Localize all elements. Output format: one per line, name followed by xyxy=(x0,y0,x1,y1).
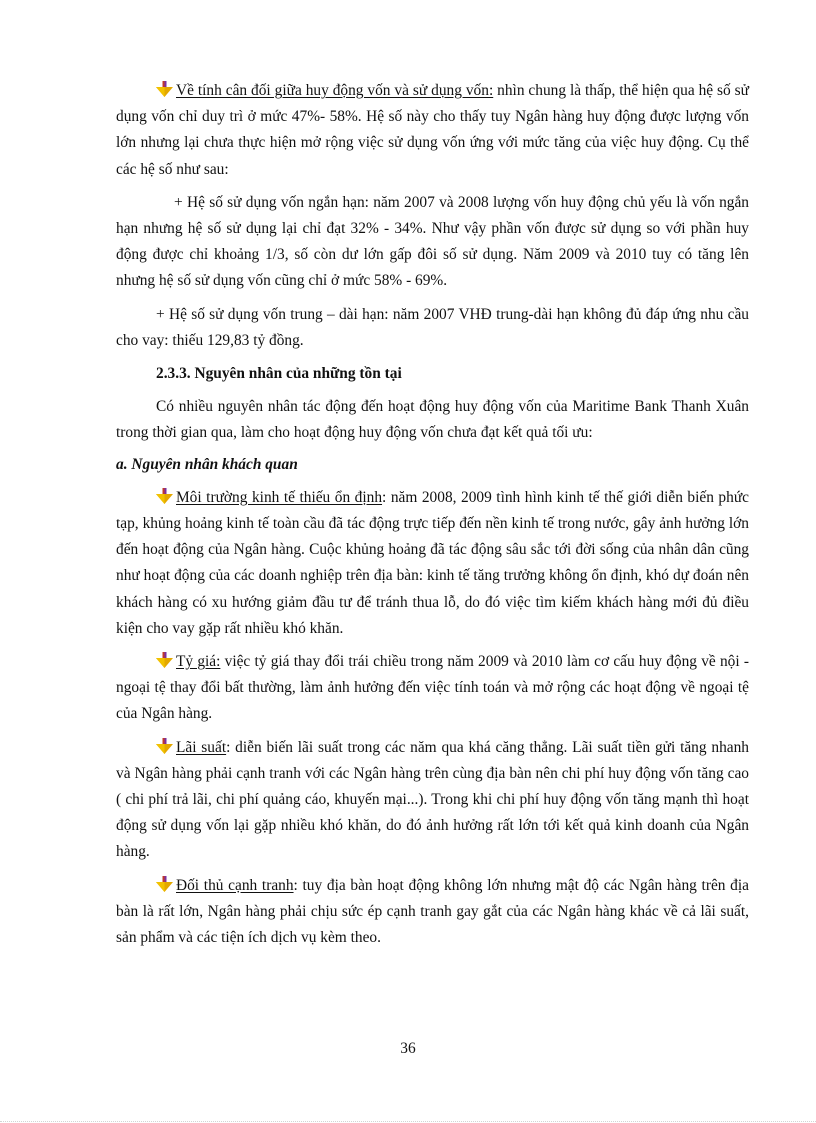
paragraph-lead: Lãi suất xyxy=(176,738,227,756)
paragraph-short-term-ratio: + Hệ số sử dụng vốn ngắn hạn: năm 2007 và 2008 lượng vốn huy động chủ yếu là vốn ngắn hạn nhưng hệ số sử dụng lại chỉ đạt 32% - 34%. Như vậy phần vốn được sử dụng so với phần huy động được chỉ khoảng 1/3, số còn dư lớn gấp đôi số sử dụng. Năm 2009 và 2010 tuy có tăng lên nhưng hệ số sử dụng vốn cũng chỉ ở mức 58% - 69%. xyxy=(116,193,749,290)
paragraph-text: : diễn biến lãi suất trong các năm qua khá căng thẳng. Lãi suất tiền gửi tăng nhanh và Ngân hàng phải cạnh tranh với các Ngân hàng trên cùng địa bàn nên chi phí huy động vốn tăng cao ( chi phí trả lãi, chi phí quảng cáo, khuyến mại...). Trong khi chi phí huy động vốn tăng mạnh thì hoạt động sử dụng vốn lại gặp nhiều khó khăn, do đó ảnh hưởng rất lớn tới kết quả kinh doanh của Ngân hàng. xyxy=(116,738,749,861)
subheading-objective-causes: a. Nguyên nhân khách quan xyxy=(116,455,298,473)
paragraph-lead: Đối thủ cạnh tranh xyxy=(176,876,294,894)
paragraph-medium-long-term-ratio: + Hệ số sử dụng vốn trung – dài hạn: năm 2007 VHĐ trung-dài hạn không đủ đáp ứng nhu cầu cho vay: thiếu 129,83 tỷ đồng. xyxy=(116,305,749,349)
paragraph-text: nhìn chung là thấp, thể hiện qua hệ số sử dụng vốn chỉ duy trì ở mức 47%- 58%. Hệ số này cho thấy tuy Ngân hàng huy động được lượng vốn lớn nhưng lại chưa thực hiện mở rộng việc sử dụng vốn ứng với mức tăng của việc huy động. Cụ thể các hệ số như sau: xyxy=(116,82,749,178)
paragraph-exchange-rate xyxy=(116,649,749,728)
yellow-down-arrow-bullet-icon xyxy=(156,652,173,668)
paragraph-causes-intro: Có nhiều nguyên nhân tác động đến hoạt động huy động vốn của Maritime Bank Thanh Xuân trong thời gian qua, làm cho hoạt động huy động vốn chưa đạt kết quả tối ưu: xyxy=(116,398,749,442)
paragraph-text: : năm 2008, 2009 tình hình kinh tế thế giới diễn biến phức tạp, khủng hoảng kinh tế toàn cầu đã tác động trực tiếp đến nền kinh tế trong nước, gây ảnh hưởng lớn đến hoạt động của Ngân hàng. Cuộc khủng hoảng đã tác động sâu sắc tới đời sống của nhân dân cũng như hoạt động của các doanh nghiệp trên địa bàn: kinh tế tăng trưởng không ổn định, khó dự đoán nên khách hàng có xu hướng giảm đầu tư để tránh thua lỗ, do đó việc tìm kiếm khách hàng mới đủ điều kiện cho vay gặp rất nhiều khó khăn. xyxy=(116,488,749,637)
paragraph-text: : tuy địa bàn hoạt động không lớn nhưng mật độ các Ngân hàng trên địa bàn là rất lớn, Ngân hàng phải chịu sức ép cạnh tranh gay gắt của các Ngân hàng khác về cả lãi suất, sản phẩm và các tiện ích dịch vụ kèm theo. xyxy=(116,876,749,947)
document-page xyxy=(116,78,749,951)
yellow-down-arrow-bullet-icon xyxy=(156,488,173,504)
paragraph-economic-environment xyxy=(116,485,749,642)
paragraph-lead: Môi trường kinh tế thiếu ổn định xyxy=(176,488,383,506)
paragraph-interest-rate xyxy=(116,735,749,866)
paragraph-lead: Về tính cân đối giữa huy động vốn và sử dụng vốn: xyxy=(176,82,494,99)
page-bottom-divider xyxy=(0,1121,816,1122)
paragraph-competitors xyxy=(116,873,749,952)
section-heading: 2.3.3. Nguyên nhân của những tồn tại xyxy=(156,365,402,383)
paragraph-text: việc tỷ giá thay đổi trái chiều trong năm 2009 và 2010 làm cơ cấu huy động về nội - ngoại tệ thay đổi bất thường, làm ảnh hưởng đến việc tính toán và mở rộng các hoạt động về ngoại tệ của Ngân hàng. xyxy=(116,653,749,723)
page-number: 36 xyxy=(400,1040,416,1057)
yellow-down-arrow-bullet-icon xyxy=(156,738,173,754)
yellow-down-arrow-bullet-icon xyxy=(156,81,173,97)
paragraph-lead: Tỷ giá: xyxy=(176,653,221,671)
paragraph-balance xyxy=(116,78,749,183)
yellow-down-arrow-bullet-icon xyxy=(156,876,173,892)
